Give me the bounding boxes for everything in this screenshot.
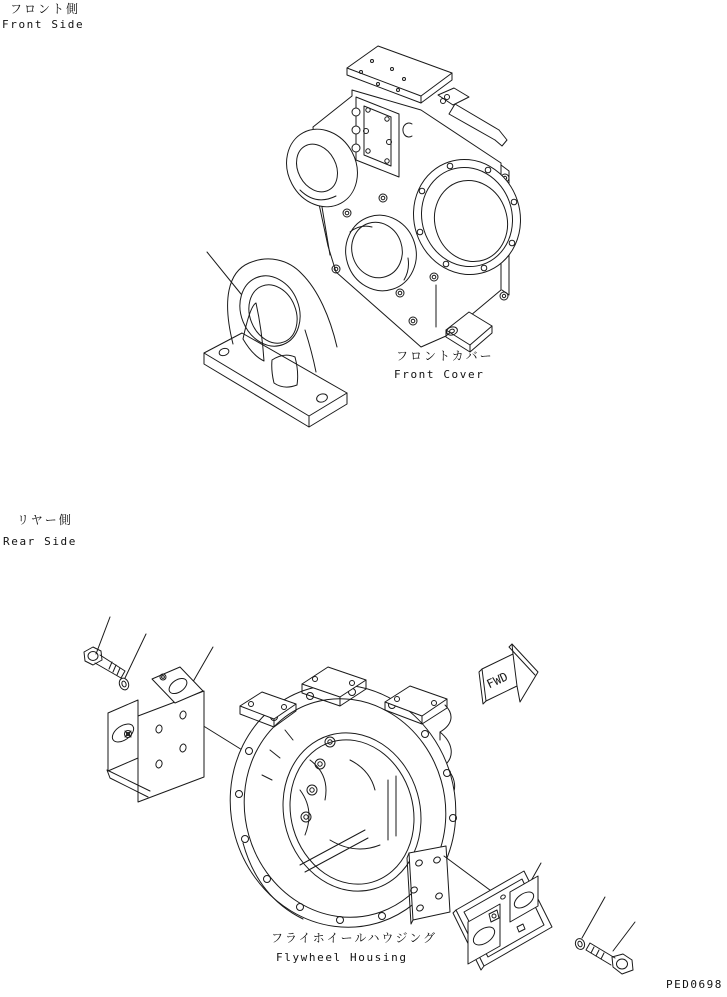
front-side-label-en: Front Side	[2, 18, 85, 31]
front-cover-label-jp: フロントカバー	[396, 349, 494, 363]
front-side-label-jp: フロント側	[10, 2, 81, 16]
rear-washer-right-drawing	[574, 897, 605, 951]
front-cover-label-en: Front Cover	[394, 368, 485, 381]
rear-mount-bolt-left-drawing	[84, 617, 125, 678]
flywheel-housing-label-en: Flywheel Housing	[276, 951, 408, 964]
rear-side-label-en: Rear Side	[3, 535, 78, 548]
front-mount-bracket-drawing	[204, 252, 347, 427]
rear-mount-bracket-right-drawing	[453, 863, 552, 970]
part-code: PED0698	[666, 978, 723, 991]
rear-mount-bolt-right-drawing	[586, 922, 635, 974]
fwd-direction-arrow	[479, 644, 538, 704]
rear-mount-bracket-left-drawing	[107, 647, 247, 802]
flywheel-housing-label-jp: フライホイールハウジング	[271, 931, 438, 945]
front-cover-drawing	[273, 46, 535, 352]
rear-washer-left-drawing	[118, 634, 146, 691]
fwd-arrow-label: FWD	[484, 669, 511, 692]
rear-side-label-jp: リヤー側	[17, 513, 73, 527]
